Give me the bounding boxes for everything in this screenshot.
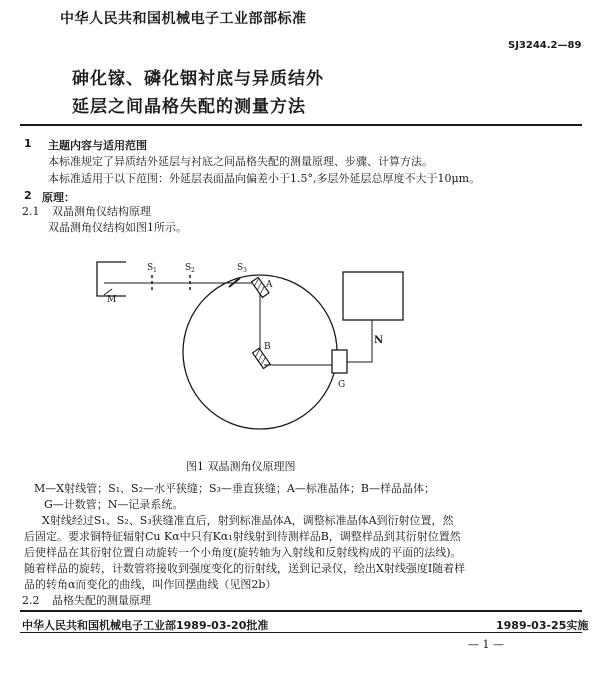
footer-approval: 中华人民共和国机械电子工业部1989-03-20批准 [22,619,269,632]
footer-divider [20,610,582,612]
label-m: M [107,295,117,305]
section-2-1-title: 双晶测角仪结构原理 [52,205,151,218]
body-paragraph-line-1: X射线经过S₁、S₂、S₃狭缝准直后，射到标准晶体A，调整标准晶体A到衍射位置，然 [42,514,454,527]
body-paragraph-line-5: 品的转角α而变化的曲线，叫作回摆曲线（见图2b） [24,578,277,591]
page-number: — 1 — [468,638,504,651]
label-n: N [374,335,384,346]
section-2-number: 2 [24,189,32,202]
section-1-paragraph-2: 本标准适用于以下范围：外延层表面晶向偏差小于1.5°,多层外延层总厚度不大于10μm。 [48,172,481,185]
body-paragraph-line-2: 后固定。要求铜特征辐射Cu Kα中只有Kα₁射线射到待测样品B，调整样品到其衍射位置然 [24,530,461,543]
label-s1: S [147,263,154,273]
figure-legend-line-2: G—计数管；N—记录系统。 [44,498,184,511]
section-2-title: 原理： [42,191,75,204]
standard-code: SJ3244.2—89 [508,40,582,51]
xray-tube-box [97,262,126,296]
label-s2: S [185,263,192,273]
label-s3-sub: 3 [243,267,247,274]
body-paragraph-line-4: 随着样品的旋转，计数管将接收到强度变化的衍射线，送到记录仪，绘出X射线强度I随着样 [24,562,466,575]
label-s3: S [237,263,244,273]
document-title-line2: 延层之间晶格失配的测量方法 [72,97,306,117]
signal-cable [347,320,372,362]
figure-1-caption: 图1 双晶测角仪原理图 [186,460,296,473]
counter-g [332,350,347,373]
body-paragraph-line-3: 后使样品在其衍射位置自动旋转一个小角度(旋转轴为入射线和反射线构成的平面的法线)。 [24,546,462,559]
label-g: G [338,380,346,390]
label-s2-sub: 2 [191,267,195,274]
document-title-line1: 砷化镓、磷化铟衬底与异质结外 [72,69,324,89]
section-1-number: 1 [24,137,32,150]
section-2-1-paragraph: 双晶测角仪结构如图1所示。 [48,221,187,234]
section-2-2-number: 2.2 [22,594,40,607]
label-a: A [266,280,273,290]
label-b: B [264,342,271,352]
figure-legend-line-1: M—X射线管；S₁、S₂—水平狭缝；S₃—垂直狭缝；A—标准晶体；B—样品晶体； [34,482,435,495]
section-1-paragraph-1: 本标准规定了异质结外延层与衬底之间晶格失配的测量原理、步骤、计算方法。 [48,155,433,168]
section-1-title: 主题内容与适用范围 [48,139,147,152]
footer-effective-date: 1989-03-25实施 [496,619,589,632]
recorder-n [343,272,403,320]
section-2-1-number: 2.1 [22,205,40,218]
label-s1-sub: 1 [153,267,157,274]
section-2-2-title: 晶格失配的测量原理 [52,594,151,607]
footer-bottom-divider [20,632,582,633]
standard-body-header: 中华人民共和国机械电子工业部部标准 [60,11,307,27]
